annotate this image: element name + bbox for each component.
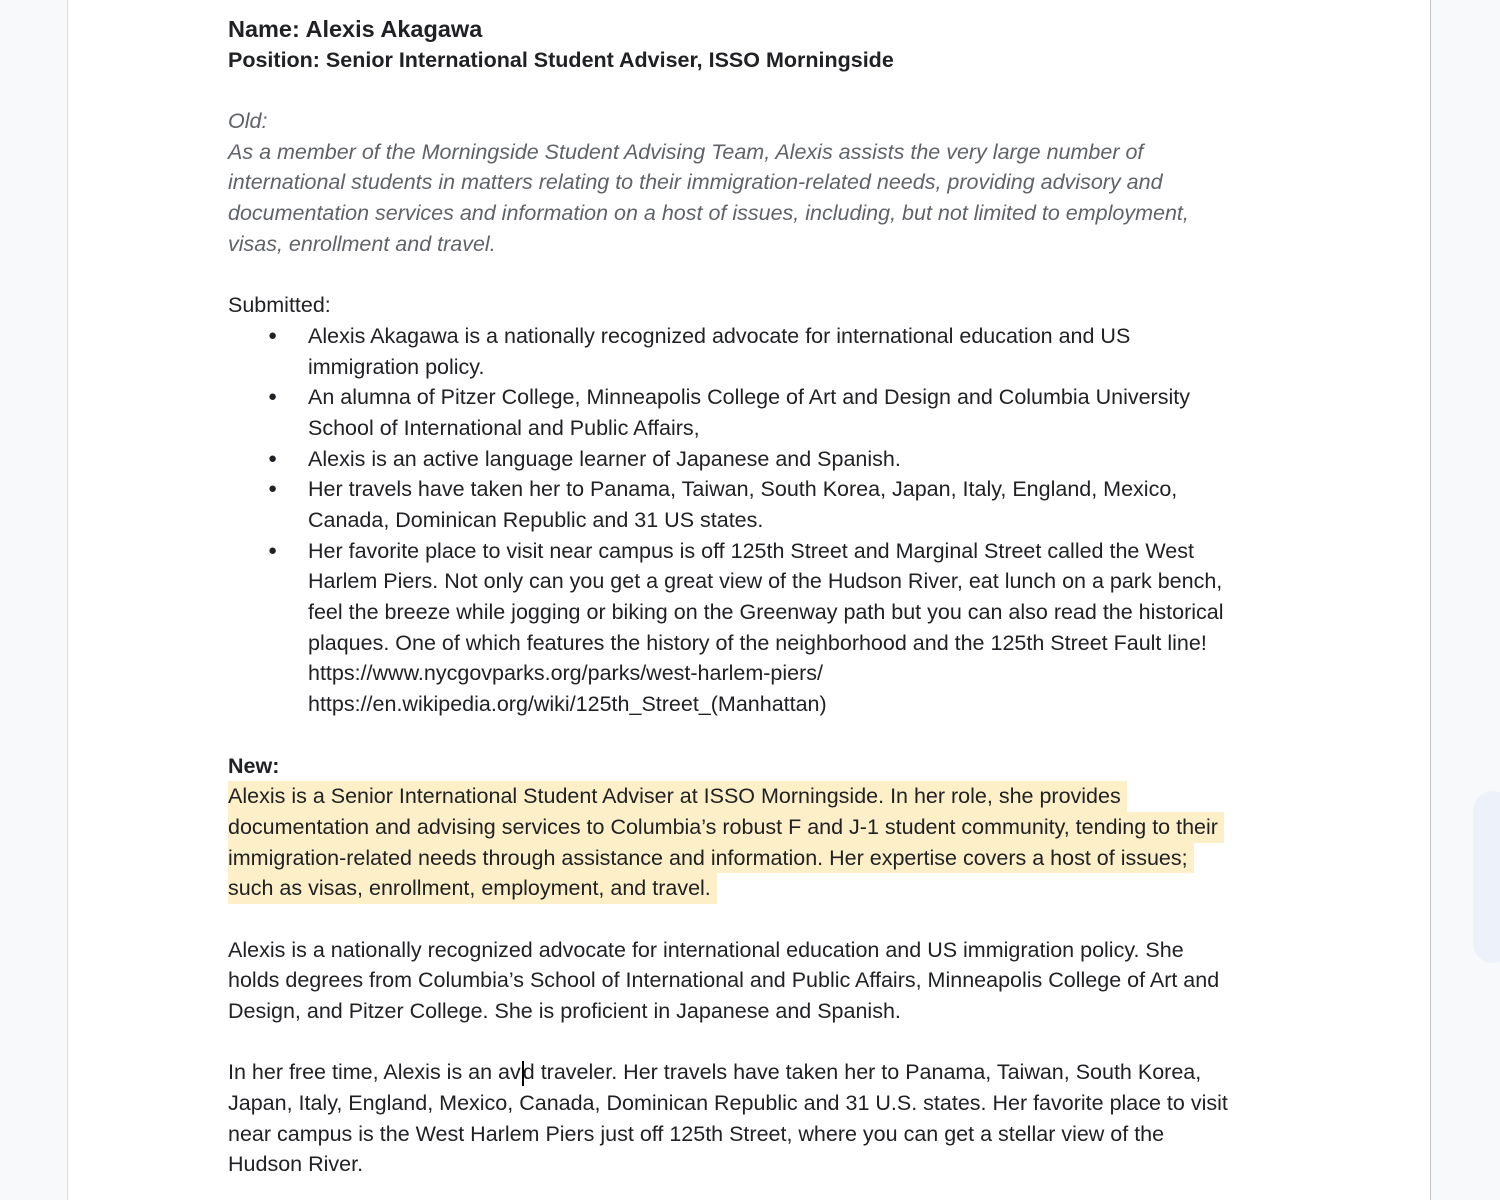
bullet-text: School of International and Public Affairs, [308, 415, 700, 440]
bullet-text: Alexis Akagawa is a nationally recognized advocate for international education and US [308, 323, 1131, 348]
bullet-text: Harlem Piers. Not only can you get a great view of the Hudson River, eat lunch on a park bench, [308, 569, 1223, 594]
old-label: Old: [228, 109, 268, 134]
bullet-item-line [228, 352, 1328, 383]
new-bio-paragraph-2 [228, 935, 1328, 1027]
bullet-item-line [228, 413, 1328, 444]
new-label: New: [228, 753, 280, 778]
highlighted-text: immigration-related needs through assistance and information. Her expertise covers a host of issues; [228, 843, 1194, 874]
bullet-text: Her travels have taken her to Panama, Taiwan, South Korea, Japan, Italy, England, Mexico, [308, 477, 1178, 502]
bullet-item-line [228, 474, 1328, 505]
new-bio-paragraph-3 [228, 1088, 1328, 1180]
bullet-item-line [228, 566, 1328, 597]
text-line [228, 812, 1328, 843]
text-line: international students in matters relating to their immigration-related needs, providing advisory and [228, 170, 1163, 195]
text-line [228, 873, 1328, 904]
text-line: As a member of the Morningside Student Advising Team, Alexis assists the very large number of [228, 139, 1144, 164]
document-body[interactable] [228, 14, 1328, 1180]
bullet-text: https://www.nycgovparks.org/parks/west-harlem-piers/ [308, 661, 823, 686]
bullet-icon: ● [268, 449, 278, 467]
highlighted-text: Alexis is a Senior International Student Adviser at ISSO Morningside. In her role, she provides [228, 781, 1127, 812]
bullet-icon: ● [268, 326, 278, 344]
bullet-icon: ● [268, 541, 278, 559]
text-after-cursor: d traveler. Her travels have taken her to Panama, Taiwan, South Korea, [522, 1060, 1202, 1085]
text-line: Japan, Italy, England, Mexico, Canada, Dominican Republic and 31 U.S. states. Her favorite place to visit [228, 1091, 1228, 1116]
text-line: Alexis is a nationally recognized advocate for international education and US immigration policy. She [228, 937, 1184, 962]
bullet-item-line [228, 689, 1328, 720]
bullet-item-line [228, 382, 1328, 413]
old-bio [228, 137, 1328, 260]
bullet-item-line [228, 597, 1328, 628]
text-before-cursor: In her free time, Alexis is an av [228, 1060, 521, 1085]
bullet-icon: ● [268, 388, 278, 406]
text-line: visas, enrollment and travel. [228, 231, 496, 256]
bullet-item-line [228, 536, 1328, 567]
name-heading: Name: Alexis Akagawa [228, 16, 483, 42]
bullet-text: immigration policy. [308, 354, 485, 379]
new-bio-highlighted [228, 781, 1328, 904]
text-line: Design, and Pitzer College. She is proficient in Japanese and Spanish. [228, 999, 901, 1023]
bullet-text: feel the breeze while jogging or biking on the Greenway path but you can also read the historical [308, 600, 1224, 625]
bullet-text: Canada, Dominican Republic and 31 US states. [308, 508, 764, 532]
bullet-item-line [228, 321, 1328, 352]
bullet-text: plaques. One of which features the history of the neighborhood and the 125th Street Fault line! [308, 630, 1207, 655]
paragraph-3-line [228, 1057, 1328, 1088]
bullet-icon: ● [268, 480, 278, 498]
bullet-text: Her favorite place to visit near campus is off 125th Street and Marginal Street called the West [308, 538, 1194, 563]
bullet-text: https://en.wikipedia.org/wiki/125th_Street_(Manhattan) [308, 692, 827, 717]
text-line [228, 843, 1328, 874]
text-line: holds degrees from Columbia’s School of International and Public Affairs, Minneapolis College of Art and [228, 968, 1220, 993]
text-line: documentation services and information on a host of issues, including, but not limited to employment, [228, 201, 1189, 226]
position-heading: Position: Senior International Student Adviser, ISSO Morningside [228, 47, 894, 72]
submitted-list [228, 321, 1328, 720]
bullet-item-line [228, 505, 1328, 536]
bullet-item-line [228, 444, 1328, 475]
highlighted-text: documentation and advising services to Columbia’s robust F and J-1 student community, tending to their [228, 812, 1224, 843]
bullet-text: Alexis is an active language learner of Japanese and Spanish. [308, 446, 901, 471]
text-line: Hudson River. [228, 1152, 364, 1177]
side-panel-tab[interactable] [1473, 791, 1500, 963]
highlighted-text: such as visas, enrollment, employment, and travel. [228, 873, 717, 904]
text-line: near campus is the West Harlem Piers just off 125th Street, where you can get a stellar view of the [228, 1121, 1165, 1146]
bullet-item-line [228, 628, 1328, 659]
bullet-text: An alumna of Pitzer College, Minneapolis College of Art and Design and Columbia University [308, 385, 1190, 410]
submitted-label: Submitted: [228, 293, 331, 318]
bullet-item-line [228, 658, 1328, 689]
text-line [228, 781, 1328, 812]
